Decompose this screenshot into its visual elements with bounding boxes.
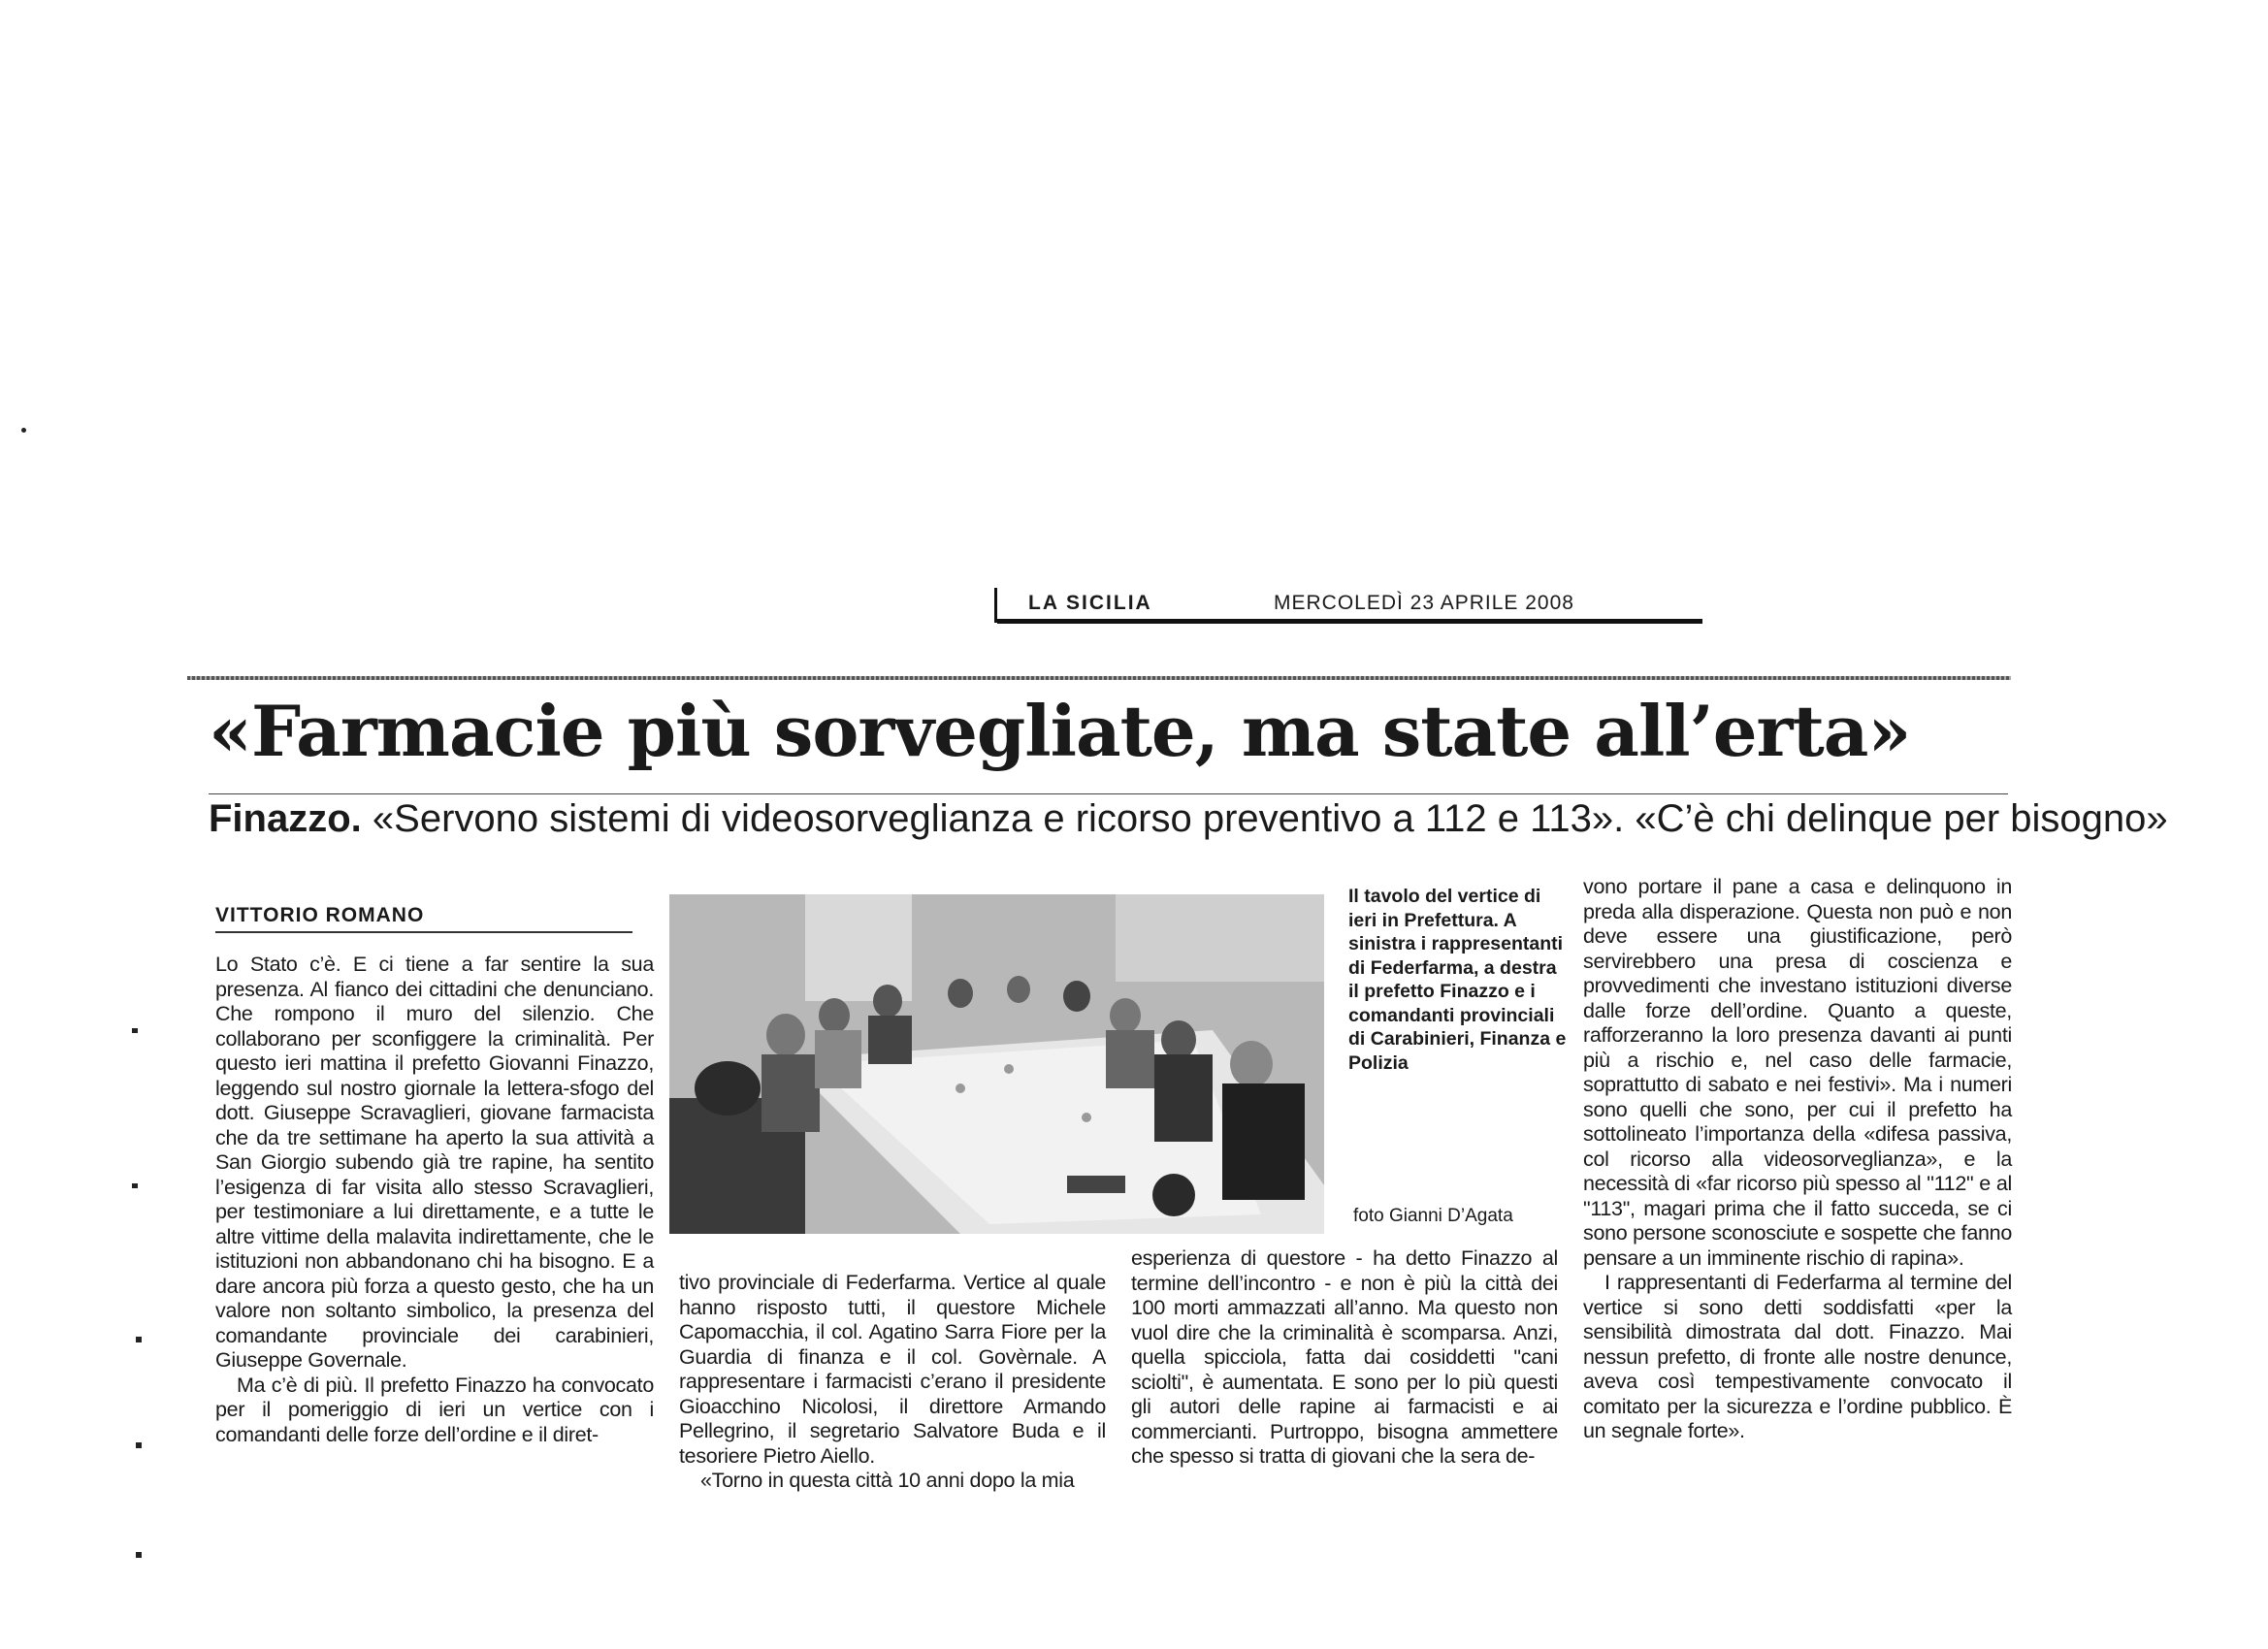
- newspaper-masthead: [994, 588, 1702, 623]
- header-divider: [187, 676, 2011, 680]
- article-column-2: [679, 1271, 1106, 1494]
- masthead-rule: [997, 619, 1702, 624]
- subhead-lead: Finazzo.: [209, 797, 362, 840]
- meeting-photo: [669, 894, 1324, 1234]
- subhead-text: «Servono sistemi di videosorveglianza e ricorso preventivo a 112 e 113». «C’è chi delinque per bisogno»: [361, 797, 2168, 840]
- meeting-photo-illustration: [669, 894, 1324, 1234]
- photo-credit: foto Gianni D’Agata: [1353, 1206, 1513, 1226]
- article-column-3: [1131, 1246, 1558, 1470]
- paragraph: Ma c’è di più. Il prefetto Finazzo ha convocato per il pomeriggio di ieri un vertice con i comandanti delle forze dell’ordine e il diret-: [215, 1373, 654, 1446]
- scan-speck: [21, 428, 26, 433]
- scan-speck: [132, 1183, 138, 1188]
- newspaper-name: LA SICILIA: [1028, 592, 1152, 614]
- issue-date: MERCOLEDÌ 23 APRILE 2008: [1274, 592, 1574, 614]
- article-column-4: [1583, 875, 2012, 1444]
- scan-speck: [136, 1442, 142, 1448]
- subhead-divider: [209, 793, 2008, 794]
- byline: VITTORIO ROMANO: [215, 904, 632, 933]
- scan-speck: [136, 1552, 142, 1558]
- article-headline: «Farmacie più sorvegliate, ma state all’erta»: [209, 690, 1911, 772]
- article-subhead: [209, 795, 2168, 842]
- paragraph: I rappresentanti di Federfarma al termine del vertice si sono detti soddisfatti «per la sensibilità dimostrata dal dott. Finazzo. Mai nessun prefetto, di fronte alle nostre denunce, aveva così tempestivamente convocato il comitato per la sicurezza e l’ordine pubblico. È un segnale forte».: [1583, 1271, 2012, 1442]
- scan-speck: [136, 1337, 142, 1342]
- paragraph: tivo provinciale di Federfarma. Vertice al quale hanno risposto tutti, il questore Michele Capomacchia, il col. Agatino Sarra Fiore per la Guardia di finanza e il col. Govèrnale. A rappresentare i farmacisti c’erano il presidente Gioacchino Nicolosi, il direttore Armando Pellegrino, il segretario Salvatore Buda e il tesoriere Pietro Aiello.: [679, 1271, 1106, 1468]
- article-column-1: [215, 953, 654, 1447]
- paragraph: Lo Stato c’è. E ci tiene a far sentire la sua presenza. Al fianco dei cittadini che denunciano. Che rompono il muro del silenzio. Che collaborano per sconfiggere la criminalità. Per questo ieri mattina il prefetto Giovanni Finazzo, leggendo sul nostro giornale la lettera-sfogo del dott. Giuseppe Scravaglieri, giovane farmacista che da tre settimane ha aperto la sua attività a San Giorgio subendo già tre rapine, ha sentito l’esigenza di far visita allo stesso Scravaglieri, per testimoniare a lui direttamente, e a tutte le altre vittime della malavita indirettamente, che le istituzioni non abbandonano chi ha bisogno. E a dare ancora più forza a questo gesto, che ha un valore non soltanto simbolico, la presenza del comandante provinciale dei carabinieri, Giuseppe Governale.: [215, 953, 654, 1372]
- paragraph: «Torno in questa città 10 anni dopo la mia: [700, 1469, 1075, 1492]
- paragraph: vono portare il pane a casa e delinquono in preda alla disperazione. Questa non può e non deve essere una giustificazione, però servirebbero una presa di coscienza e provvedimenti che investano istituzioni diverse dalle forze dell’ordine. Quanto a queste, rafforzeranno la loro presenza davanti ai punti più a rischio e, nel caso delle farmacie, soprattutto di sabato e nei festivi». Ma i numeri sono quelli che sono, per cui il prefetto ha sottolineato l’importanza della «difesa passiva, col ricorso alla videosorveglianza», e la necessità di «far ricorso più spesso al "112" e al "113", magari prima che il fatto succeda, se ci sono persone sconosciute e sospette che fanno pensare a un imminente rischio di rapina».: [1583, 875, 2012, 1270]
- photo-caption: Il tavolo del vertice di ieri in Prefettura. A sinistra i rappresentanti di Federfarma, a destra il prefetto Finazzo e i comandanti provinciali di Carabinieri, Finanza e Polizia: [1348, 886, 1567, 1074]
- scan-speck: [132, 1028, 138, 1033]
- paragraph: esperienza di questore - ha detto Finazzo al termine dell’incontro - e non è più la città dei 100 morti ammazzati all’anno. Ma questo non vuol dire che la criminalità è scomparsa. Anzi, quella spicciola, fatta dai cosiddetti "cani sciolti", è aumentata. E sono per lo più questi gli autori delle rapine ai farmacisti e ai commercianti. Purtroppo, bisogna ammettere che spesso si tratta di giovani che la sera de-: [1131, 1246, 1558, 1468]
